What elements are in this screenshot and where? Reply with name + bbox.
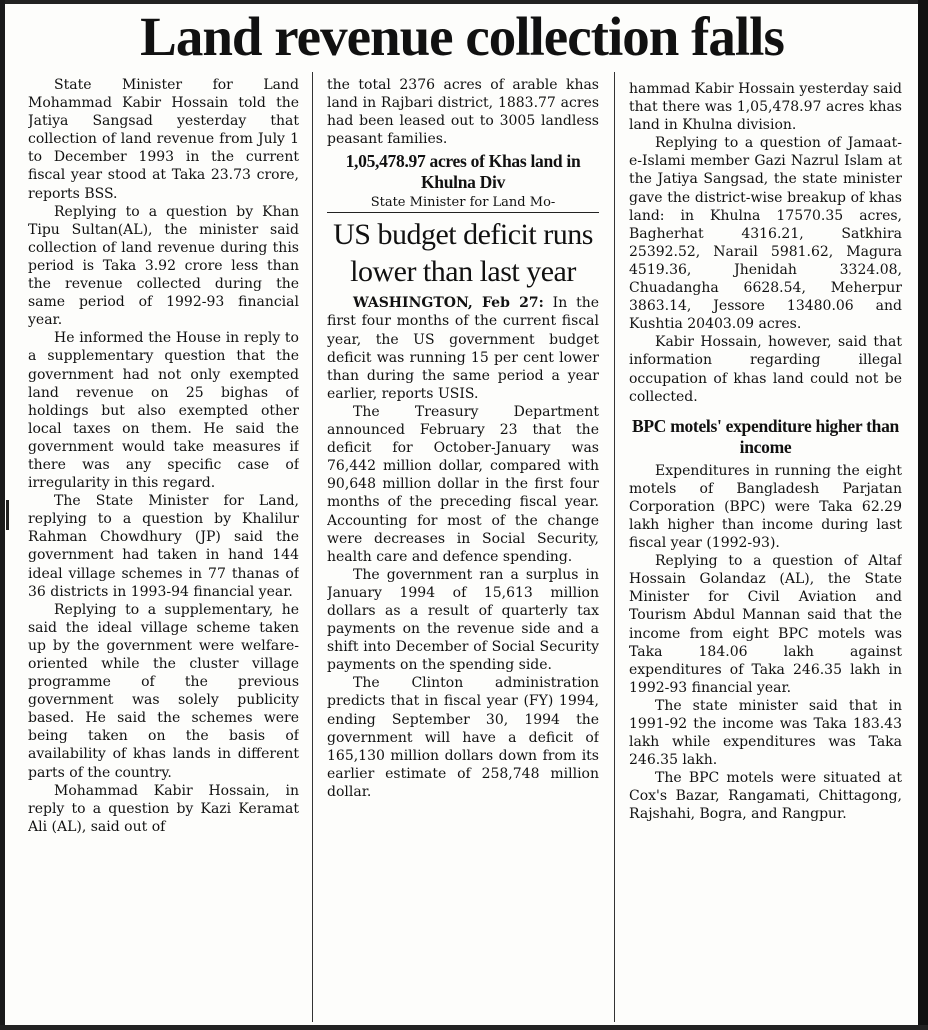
paragraph: Replying to a question of Jamaat-e-Islami member Gazi Nazrul Islam at the Jatiya Sangsad, the state minister gave the district-wise breakup of khas land: in Khulna 17570.35 acres, Bagherhat 4316.21, Satkhira 25392.52, Narail 5981.62, Magura 4519.36, Jhenidah 3324.08, Chuadangha 6628.54, Meherpur 3863.14, Jessore 13480.06 and Kushtia 20403.09 acres.	[629, 135, 902, 333]
paragraph-continuation: the total 2376 acres of arable khas land in Rajbari district, 1883.77 acres had been leased out to 3005 landless peasant families.	[327, 77, 599, 148]
paragraph: Replying to a question by Khan Tipu Sultan(AL), the minister said collection of land revenue during this period is Taka 3.92 crore less than the revenue collected during the same period of 1992-93 financial year.	[28, 203, 299, 329]
paragraph: Expenditures in running the eight motels of Bangladesh Parjatan Corporation (BPC) were Taka 62.29 lakh higher than income during last fiscal year (1992-93).	[629, 462, 902, 552]
subheadline-khulna: 1,05,478.97 acres of Khas land in Khulna Div	[345, 151, 581, 193]
paragraph: Kabir Hossain, however, said that information regarding illegal occupation of khas land could not be collected.	[629, 334, 902, 405]
main-headline: Land revenue collection falls	[140, 6, 784, 67]
scan-edge-top	[0, 0, 928, 4]
paragraph-continuation: hammad Kabir Hossain yesterday said that there was 1,05,478.97 acres khas land in Khulna division.	[629, 81, 902, 134]
misplaced-line: State Minister for Land Mo-	[327, 195, 599, 213]
story-headline-bpc-motels: BPC motels' expenditure higher than income	[632, 415, 899, 457]
lead-text: In the first four months of the current fiscal year, the US government budget deficit was running 15 per cent lower than during the same period a year earlier, reports USIS.	[327, 295, 599, 402]
column-2	[327, 76, 599, 1024]
column-rule	[614, 72, 615, 1022]
dateline: WASHINGTON, Feb 27:	[353, 295, 544, 312]
lead-paragraph	[327, 294, 599, 403]
column-1	[28, 76, 299, 1024]
paragraph: The Treasury Department announced February 23 that the deficit for October-January was 76,442 million dollar, compared with 90,648 million dollar in the first four months of the preceding fiscal year. Accounting for most of the change were decreases in Social Security, health care and defence spending.	[327, 403, 599, 565]
margin-mark	[6, 500, 9, 530]
paragraph: The government ran a surplus in January 1994 of 15,613 million dollars as a result of quarterly tax payments on the revenue side and a shift into December of Social Security payments on the spending side.	[327, 566, 599, 674]
story-headline-us-budget: US budget deficit runs lower than last year	[333, 218, 593, 289]
paragraph: Replying to a supplementary, he said the ideal village scheme taken up by the government were welfare-oriented while the cluster village programme of the previous government was solely publicity based. He said the schemes were being taken on the basis of availability of khas lands in different parts of the country.	[28, 601, 299, 781]
column-3	[629, 80, 902, 1028]
scan-edge-right	[918, 0, 928, 1030]
paragraph: The BPC motels were situated at Cox's Bazar, Rangamati, Chittagong, Rajshahi, Bogra, and Rangpur.	[629, 770, 902, 823]
paragraph: Replying to a question of Altaf Hossain Golandaz (AL), the State Minister for Civil Aviation and Tourism Abdul Mannan said that the income from eight BPC motels was Taka 184.06 lakh against expenditures of Taka 246.35 lakh in 1992-93 financial year.	[629, 553, 902, 696]
paragraph: The state minister said that in 1991-92 the income was Taka 183.43 lakh while expenditures was Taka 246.35 lakh.	[629, 697, 902, 769]
scan-edge-left	[0, 0, 5, 1030]
column-rule	[312, 72, 313, 1022]
paragraph: The Clinton administration predicts that in fiscal year (FY) 1994, ending September 30, 1994 the government will have a deficit of 165,130 million dollars down from its earlier estimate of 258,748 million dollar.	[327, 675, 599, 800]
paragraph: The State Minister for Land, replying to a question by Khalilur Rahman Chowdhury (JP) said the government had taken in hand 144 ideal village schemes in 77 thanas of 36 districts in 1993-94 financial year.	[28, 493, 299, 600]
paragraph: State Minister for Land Mohammad Kabir Hossain told the Jatiya Sangsad yesterday that collection of land revenue from July 1 to December 1993 in the current fiscal year stood at Taka 23.73 crore, reports BSS.	[28, 77, 299, 202]
paragraph: Mohammad Kabir Hossain, in reply to a question by Kazi Keramat Ali (AL), said out of	[28, 782, 299, 835]
paragraph: He informed the House in reply to a supplementary question that the government had not only exempted land revenue on 25 bighas of holdings but also exempted other local taxes on them. He said the government would take measures if there was any specific case of irregularity in this regard.	[28, 330, 299, 492]
